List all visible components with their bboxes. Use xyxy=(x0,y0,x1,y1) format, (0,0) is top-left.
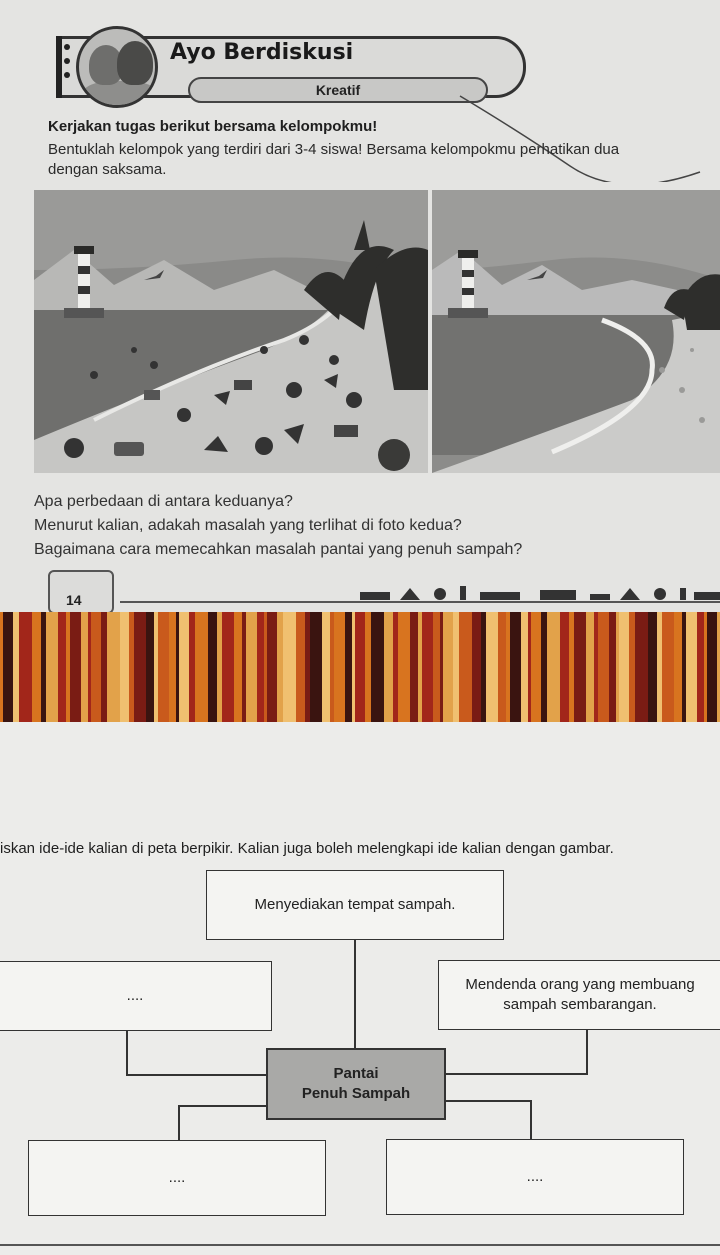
page-number: 14 xyxy=(66,592,82,608)
fabric-stripe xyxy=(648,612,657,722)
fabric-stripe xyxy=(19,612,32,722)
fabric-stripe xyxy=(528,612,531,722)
fabric-stripe xyxy=(305,612,310,722)
fabric-stripe xyxy=(66,612,70,722)
fabric-stripe xyxy=(81,612,88,722)
fabric-stripe xyxy=(88,612,91,722)
fabric-stripe xyxy=(481,612,486,722)
fabric-stripe xyxy=(619,612,629,722)
fabric-stripe xyxy=(384,612,393,722)
fabric-stripe xyxy=(32,612,41,722)
fabric-stripe xyxy=(393,612,398,722)
fabric-stripe xyxy=(352,612,355,722)
fabric-stripe xyxy=(70,612,81,722)
footer-decoration xyxy=(360,582,720,602)
fabric-stripe xyxy=(697,612,704,722)
fabric-stripe xyxy=(682,612,686,722)
question-list xyxy=(34,490,522,562)
fabric-stripe xyxy=(598,612,609,722)
connector-bottom-right-drop xyxy=(530,1100,532,1139)
banner-left-edge xyxy=(56,36,62,98)
fabric-stripe xyxy=(189,612,195,722)
fabric-stripe xyxy=(345,612,352,722)
textbook-page-bottom xyxy=(0,722,720,1255)
fabric-stripe xyxy=(398,612,410,722)
fabric-stripe xyxy=(609,612,616,722)
fabric-stripe xyxy=(283,612,296,722)
instruction-line-1: Bentuklah kelompok yang terdiri dari 3-4 siswa! Bersama kelompokmu perhatikan dua xyxy=(48,141,620,158)
connector-bottom-left xyxy=(178,1105,266,1107)
mindmap-bottom-right-text: .... xyxy=(526,1168,544,1185)
mindmap-bottom-right-box xyxy=(386,1139,684,1215)
fabric-stripe xyxy=(158,612,169,722)
fabric-stripe xyxy=(330,612,334,722)
fabric-background xyxy=(0,612,720,722)
connector-right xyxy=(446,1073,588,1075)
fabric-stripe xyxy=(217,612,222,722)
fabric-stripe xyxy=(594,612,598,722)
fabric-stripe xyxy=(541,612,547,722)
fabric-stripe xyxy=(453,612,459,722)
fabric-stripe xyxy=(91,612,101,722)
instruction-heading: Kerjakan tugas berikut bersama kelompokmu! xyxy=(48,118,378,135)
fabric-stripe xyxy=(674,612,682,722)
bottom-rule xyxy=(0,1244,720,1246)
fabric-stripe xyxy=(129,612,134,722)
fabric-stripe xyxy=(176,612,179,722)
fabric-stripe xyxy=(418,612,422,722)
fabric-stripe xyxy=(101,612,107,722)
fabric-stripe xyxy=(560,612,569,722)
question-1: Apa perbedaan di antara keduanya? xyxy=(34,493,293,510)
connector-bottom-right xyxy=(446,1100,532,1102)
dirty-beach-illustration xyxy=(34,190,428,473)
fabric-stripe xyxy=(154,612,158,722)
fabric-stripe xyxy=(234,612,242,722)
fabric-stripe xyxy=(569,612,574,722)
mindmap-bottom-left-text: .... xyxy=(168,1169,186,1186)
mindmap-central-box xyxy=(266,1048,446,1120)
fabric-stripe xyxy=(498,612,506,722)
fabric-stripe xyxy=(334,612,345,722)
fabric-stripe xyxy=(41,612,46,722)
fabric-stripe xyxy=(616,612,619,722)
fabric-stripe xyxy=(531,612,541,722)
fabric-stripe xyxy=(264,612,267,722)
students-avatar-icon xyxy=(76,26,158,108)
fabric-stripe xyxy=(521,612,528,722)
mindmap-top-text: Menyediakan tempat sampah. xyxy=(254,896,456,913)
mindmap-instruction: iskan ide-ide kalian di peta berpikir. Kalian juga boleh melengkapi ide kalian dengan gambar. xyxy=(0,840,614,857)
question-3: Bagaimana cara memecahkan masalah pantai yang penuh sampah? xyxy=(34,541,523,558)
fabric-stripe xyxy=(322,612,330,722)
fabric-stripe xyxy=(242,612,246,722)
fabric-stripe xyxy=(195,612,208,722)
fabric-stripe xyxy=(3,612,13,722)
fabric-stripe xyxy=(46,612,58,722)
fabric-stripe xyxy=(410,612,418,722)
fabric-stripe xyxy=(472,612,481,722)
mindmap-left-text: .... xyxy=(126,987,144,1004)
mindmap-right-box xyxy=(438,960,720,1030)
fabric-stripe xyxy=(662,612,674,722)
fabric-stripe xyxy=(371,612,384,722)
fabric-stripe xyxy=(169,612,176,722)
fabric-stripe xyxy=(433,612,440,722)
mindmap-center-line-1: Pantai xyxy=(333,1065,379,1082)
fabric-stripe xyxy=(635,612,648,722)
mindmap-bottom-left-box xyxy=(28,1140,326,1216)
fabric-stripe xyxy=(586,612,594,722)
mindmap-center-line-2: Penuh Sampah xyxy=(301,1085,411,1102)
mindmap-right-text-line-1: Mendenda orang yang membuang xyxy=(465,976,695,993)
fabric-stripe xyxy=(13,612,19,722)
fabric-stripe xyxy=(246,612,257,722)
clean-beach-illustration xyxy=(432,190,720,473)
fabric-stripe xyxy=(459,612,472,722)
fabric-stripe xyxy=(422,612,433,722)
fabric-stripe xyxy=(574,612,586,722)
fabric-stripe xyxy=(267,612,277,722)
instruction-body xyxy=(48,140,720,180)
fabric-stripe xyxy=(134,612,146,722)
fabric-stripe xyxy=(120,612,129,722)
mindmap-right-text-line-2: sampah sembarangan. xyxy=(503,996,657,1013)
fabric-stripe xyxy=(222,612,234,722)
fabric-stripe xyxy=(257,612,264,722)
connector-right-drop xyxy=(586,1030,588,1075)
activity-badge: Kreatif xyxy=(188,77,488,103)
fabric-stripe xyxy=(547,612,560,722)
fabric-stripe xyxy=(310,612,322,722)
fabric-stripe xyxy=(510,612,521,722)
fabric-stripe xyxy=(355,612,365,722)
connector-bottom-left-drop xyxy=(178,1105,180,1140)
fabric-stripe xyxy=(657,612,662,722)
fabric-stripe xyxy=(629,612,635,722)
fabric-stripe xyxy=(296,612,305,722)
fabric-stripe xyxy=(146,612,154,722)
connector-top xyxy=(354,940,356,1048)
connector-left xyxy=(126,1074,266,1076)
textbook-page-top xyxy=(0,0,720,612)
fabric-stripe xyxy=(179,612,189,722)
fabric-stripe xyxy=(440,612,443,722)
fabric-stripe xyxy=(365,612,371,722)
connector-left-drop xyxy=(126,1031,128,1076)
fabric-stripe xyxy=(208,612,217,722)
fabric-stripe xyxy=(506,612,510,722)
fabric-stripe xyxy=(443,612,453,722)
activity-title: Ayo Berdiskusi xyxy=(170,40,354,65)
instruction-line-2: dengan saksama. xyxy=(48,161,167,178)
mindmap-left-box xyxy=(0,961,272,1031)
question-2: Menurut kalian, adakah masalah yang terlihat di foto kedua? xyxy=(34,517,462,534)
fabric-stripe xyxy=(107,612,120,722)
fabric-stripe xyxy=(486,612,498,722)
fabric-stripe xyxy=(0,612,3,722)
mindmap-top-box xyxy=(206,870,504,940)
fabric-stripe xyxy=(707,612,717,722)
fabric-stripe xyxy=(704,612,707,722)
fabric-stripe xyxy=(277,612,283,722)
fabric-stripe xyxy=(686,612,697,722)
banner-dots xyxy=(64,44,72,94)
fabric-stripe xyxy=(58,612,66,722)
